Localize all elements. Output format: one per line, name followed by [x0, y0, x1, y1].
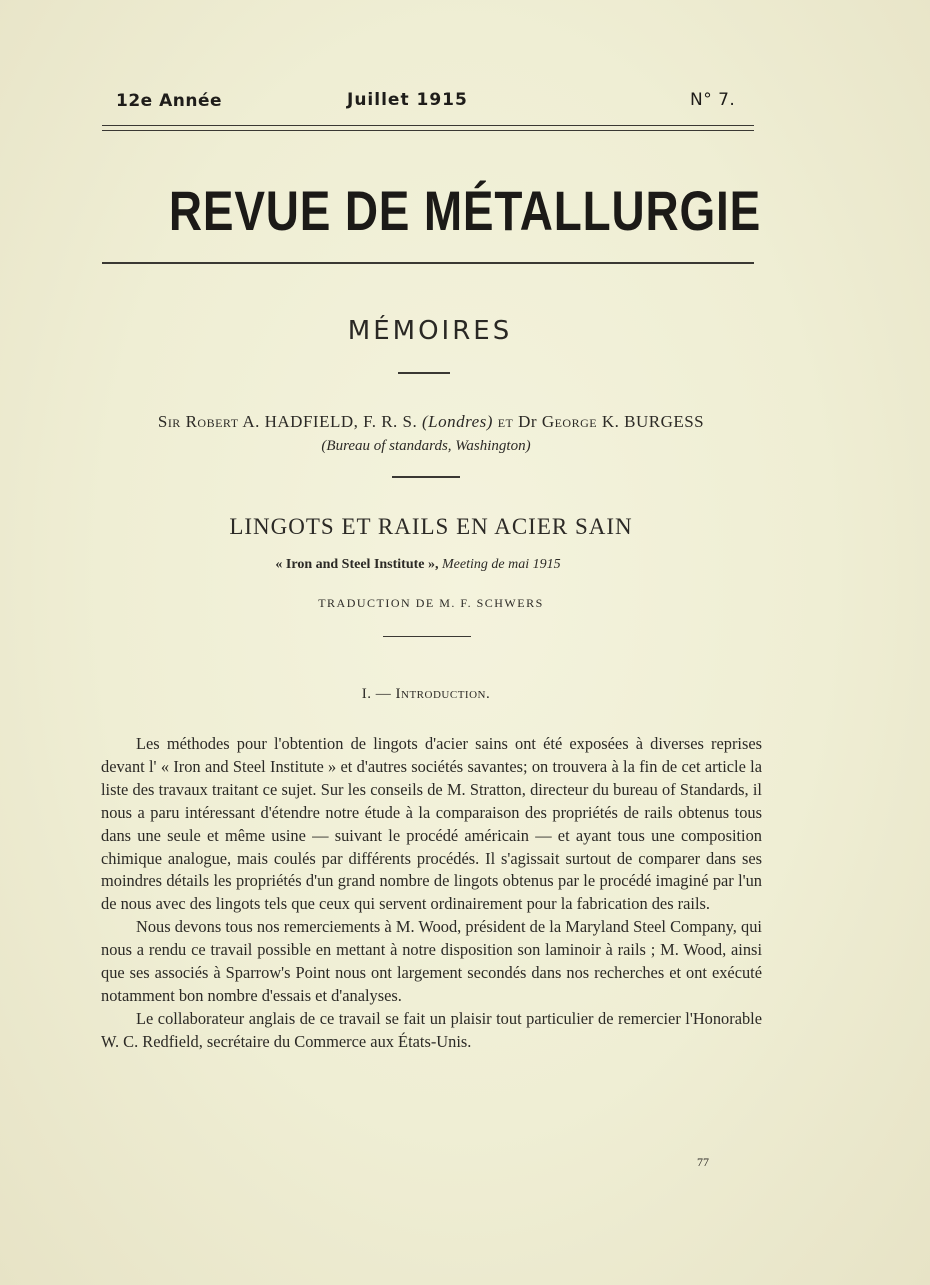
title-rule [102, 262, 754, 264]
body-text [101, 733, 762, 1054]
year-label: 12e Année [116, 91, 223, 111]
section-rule [398, 372, 450, 374]
paragraph: Nous devons tous nos remerciements à M. Wood, président de la Maryland Steel Company, qui nous a rendu ce travail possible en mettant à notre disposition son laminoir à rails ; M. Wood, ainsi que ses associés à Sparrow's Point nous ont largement secondés dans nos recherches et ont exécuté notamment bon nombre d'essais et d'analyses. [101, 917, 762, 1005]
header-rule-top [102, 125, 754, 126]
source-organization: « Iron and Steel Institute », [275, 557, 439, 572]
author2-affiliation: (Bureau of standards, Washington) [321, 438, 531, 454]
article-rule [383, 636, 471, 637]
paragraph: Le collaborateur anglais de ce travail se fait un plaisir tout particulier de remercier l'Honorable W. C. Redfield, secrétaire du Commerce aux États-Unis. [101, 1008, 762, 1051]
intro-heading: I. — Introduction. [361, 686, 491, 702]
article-title: LINGOTS ET RAILS EN ACIER SAIN [229, 514, 633, 539]
page-number: 77 [697, 1155, 709, 1169]
journal-title: REVUE DE MÉTALLURGIE [168, 179, 762, 242]
issue-number: N° 7. [690, 90, 736, 110]
section-title: MÉMOIRES [347, 316, 513, 346]
author1-prefix: Sir [157, 412, 181, 431]
paragraph: Les méthodes pour l'obtention de lingots d'acier sains ont été exposées à diverses reprises devant l' « Iron and Steel Institute » et d'autres sociétés savantes; on trouvera à la fin de cet article la liste des travaux traitant ce sujet. Sur les conseils de M. Stratton, directeur du bureau of Standards, il nous a paru intéressant d'étendre notre étude à la comparaison des propriétés de rails obtenus tous dans une seule et même usine — suivant le procédé américain — et ayant tous une composition chimique analogue, mais coulés par différents procédés. Il s'agissait surtout de comparer dans ses moindres détails les propriétés d'un grand nombre de lingots obtenus par le procédé imaginé par l'un de nous avec des lingots tels que ceux qui servent ordinairement pour la fabrication des rails. [101, 734, 762, 914]
source-meeting: Meeting de mai 1915 [442, 557, 561, 572]
authors-rule [392, 476, 460, 478]
issue-date: Juillet 1915 [347, 90, 468, 110]
header-rule-bottom [102, 130, 754, 131]
author-conjunction: et [497, 412, 514, 431]
translation-credit: TRADUCTION DE M. F. SCHWERS [318, 596, 544, 610]
author2-prefix: Dr [518, 412, 538, 431]
author1-location: (Londres) [422, 412, 493, 431]
article-source [0, 557, 836, 573]
author-line [0, 412, 862, 432]
author2-name: George K. BURGESS [541, 412, 705, 431]
author1-name: Robert A. HADFIELD, F. R. S. [185, 412, 418, 431]
